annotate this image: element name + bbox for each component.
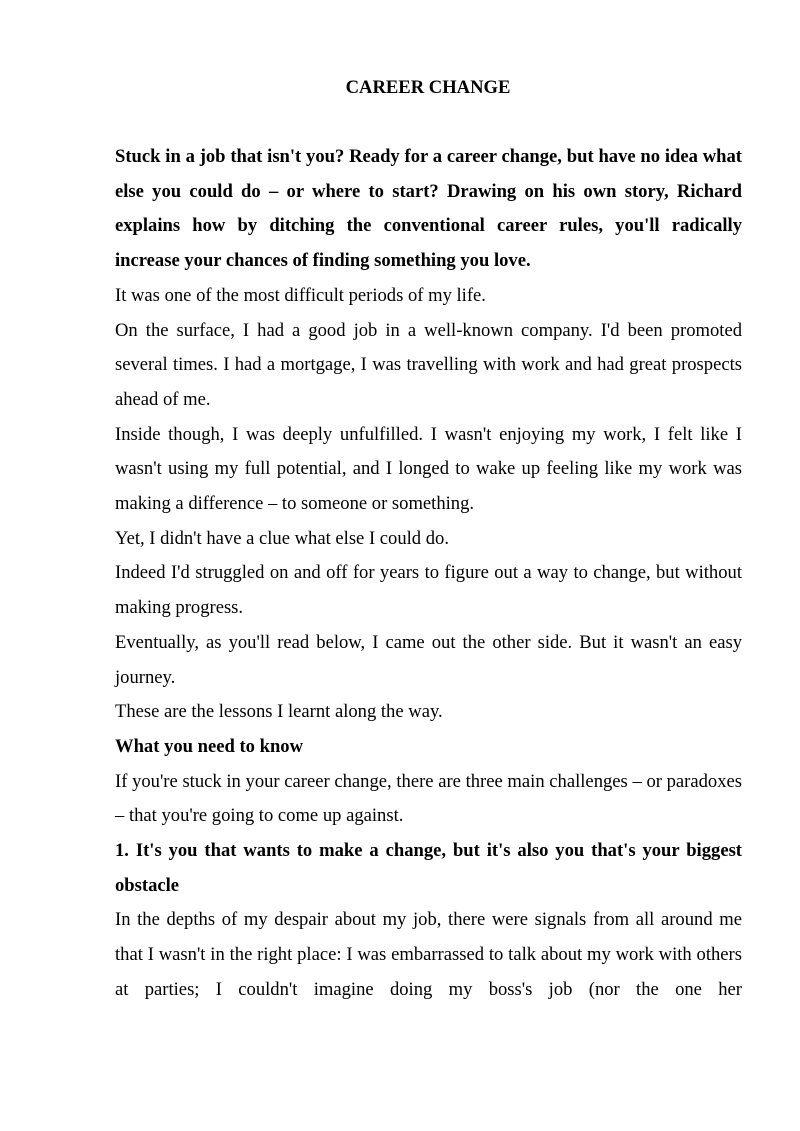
document-body bbox=[115, 140, 742, 1008]
body-paragraph: Inside though, I was deeply unfulfilled. I wasn't enjoying my work, I felt like I wasn't using my full potential, and I longed to wake up feeling like my work was making a difference – to someone or something. bbox=[115, 423, 742, 515]
section-heading: What you need to know bbox=[115, 735, 304, 757]
body-paragraph: Indeed I'd struggled on and off for years to figure out a way to change, but without making progress. bbox=[115, 562, 742, 619]
subsection-heading: 1. It's you that wants to make a change, but it's also you that's your biggest obstacle bbox=[115, 840, 742, 896]
body-paragraph: It was one of the most difficult periods of my life. bbox=[115, 284, 486, 306]
intro-paragraph: Stuck in a job that isn't you? Ready for a career change, but have no idea what else you could do – or where to start? Drawing on his own story, Richard explains how by ditching the conventional career rules, you'll radically increase your chances of finding something you love. bbox=[115, 146, 742, 272]
body-paragraph: Eventually, as you'll read below, I came out the other side. But it wasn't an easy journey. bbox=[115, 631, 742, 688]
document-title: CAREER CHANGE bbox=[345, 77, 511, 98]
body-paragraph: If you're stuck in your career change, there are three main challenges – or paradoxes – that you're going to come up against. bbox=[115, 770, 742, 827]
body-paragraph: On the surface, I had a good job in a well-known company. I'd been promoted several times. I had a mortgage, I was travelling with work and had great prospects ahead of me. bbox=[115, 319, 742, 410]
body-paragraph: In the depths of my despair about my job, there were signals from all around me that I wasn't in the right place: I was embarrassed to talk about my work with others at parties; I couldn't imagine doing my boss's job (nor the one her bbox=[115, 909, 742, 1000]
body-paragraph: These are the lessons I learnt along the way. bbox=[115, 701, 443, 723]
body-paragraph: Yet, I didn't have a clue what else I could do. bbox=[115, 527, 449, 549]
